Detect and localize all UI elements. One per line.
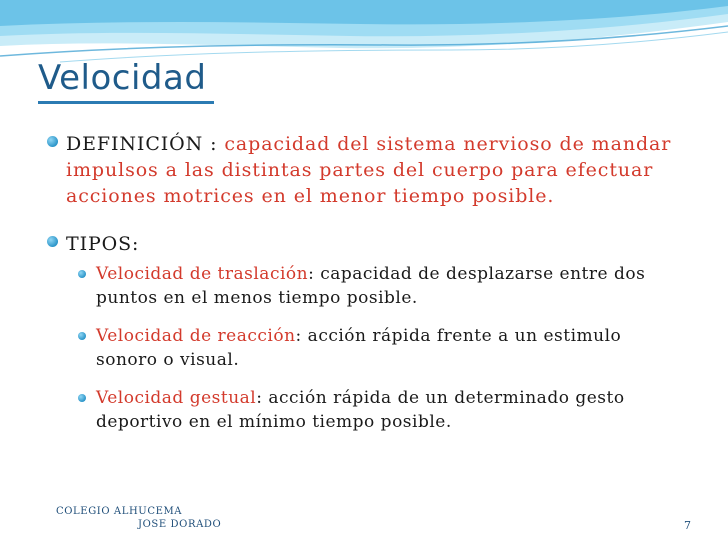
bullet-icon (78, 332, 86, 340)
type-line-2: deportivo en el mínimo tiempo posible. (96, 412, 452, 432)
bullet-icon (47, 236, 58, 247)
type-item-traslacion (96, 262, 716, 310)
definition-line-3: acciones motrices en el menor tiempo posible. (66, 185, 555, 207)
type-item-reaccion (96, 324, 716, 372)
tipos-label: TIPOS: (66, 233, 140, 255)
type-desc: : acción rápida de un determinado gesto (256, 388, 625, 408)
bullet-icon (47, 136, 58, 147)
definition-text-1: capacidad del sistema nervioso de mandar (224, 133, 672, 155)
type-desc: : capacidad de desplazarse entre dos (308, 264, 646, 284)
definition-block (66, 131, 706, 209)
footer-author: JOSE DORADO (138, 519, 222, 530)
type-line-1 (96, 386, 716, 410)
type-line-2: puntos en el menos tiempo posible. (96, 288, 418, 308)
bullet-icon (78, 270, 86, 278)
type-name: Velocidad gestual (96, 388, 257, 408)
footer-school: COLEGIO ALHUCEMA (56, 506, 183, 517)
slide-title: Velocidad (38, 58, 207, 98)
definition-line-2: impulsos a las distintas partes del cuerpo para efectuar (66, 159, 654, 181)
type-line-2: sonoro o visual. (96, 350, 240, 370)
type-line-1 (96, 262, 716, 286)
definition-label: DEFINICIÓN : (66, 133, 225, 155)
definition-line-1 (66, 131, 706, 157)
type-name: Velocidad de traslación (96, 264, 309, 284)
title-underline (38, 101, 214, 104)
page-number: 7 (684, 519, 691, 532)
type-name: Velocidad de reacción (96, 326, 296, 346)
type-item-gestual (96, 386, 716, 434)
type-desc: : acción rápida frente a un estimulo (295, 326, 622, 346)
type-line-1 (96, 324, 716, 348)
bullet-icon (78, 394, 86, 402)
footer-text (56, 505, 221, 531)
